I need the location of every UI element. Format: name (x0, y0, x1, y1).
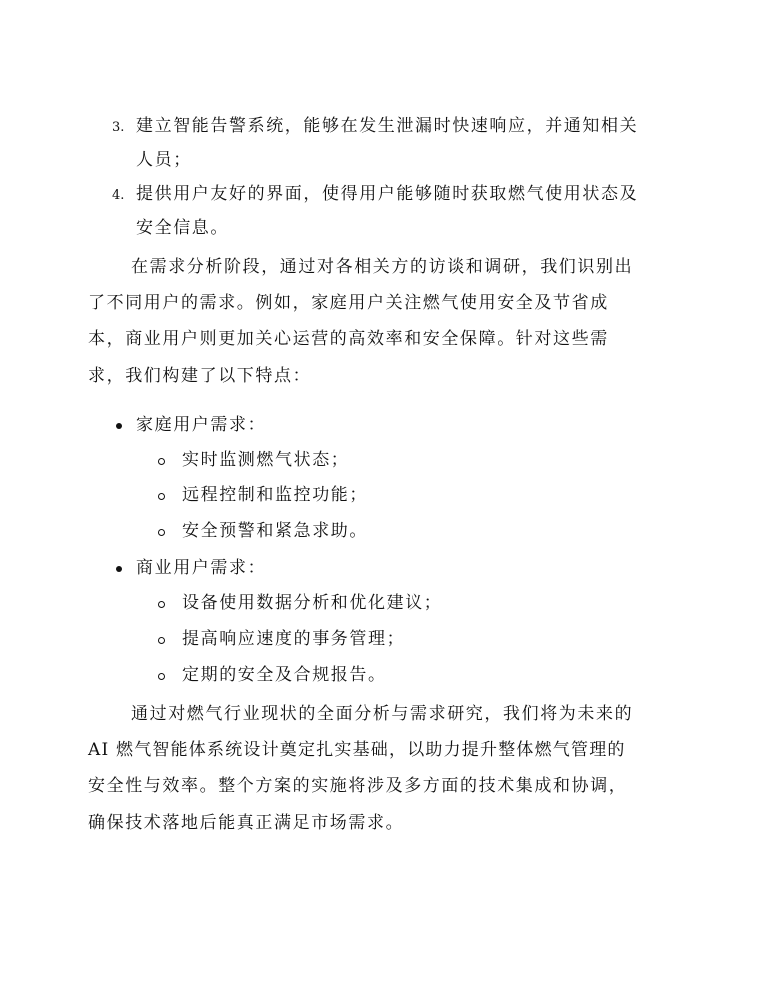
sub-bullet-circle (158, 458, 165, 465)
sub-bullet-item: 安全预警和紧急求助。 (182, 521, 368, 541)
sub-bullet-item: 远程控制和监控功能； (182, 485, 368, 505)
list-item-line: 安全信息。 (136, 218, 229, 238)
paragraph-line: 在需求分析阶段，通过对各相关方的访谈和调研，我们识别出 (131, 257, 634, 277)
sub-bullet-circle (158, 493, 165, 500)
sub-bullet-item: 定期的安全及合规报告。 (182, 665, 387, 685)
paragraph-line: AI 燃气智能体系统设计奠定扎实基础，以助力提升整体燃气管理的 (88, 740, 626, 760)
paragraph-line: 确保技术落地后能真正满足市场需求。 (88, 813, 405, 833)
list-item-line: 提供用户友好的界面，使得用户能够随时获取燃气使用状态及 (136, 184, 639, 204)
list-item-line: 人员； (136, 150, 192, 170)
sub-bullet-circle (158, 673, 165, 680)
sub-bullet-circle (158, 529, 165, 536)
paragraph-line: 通过对燃气行业现状的全面分析与需求研究，我们将为未来的 (131, 704, 634, 724)
bullet-label: 家庭用户需求： (136, 415, 267, 435)
bullet-dot (116, 566, 122, 572)
paragraph-line: 安全性与效率。整个方案的实施将涉及多方面的技术集成和协调， (88, 776, 628, 796)
sub-bullet-circle (158, 601, 165, 608)
bullet-dot (116, 423, 122, 429)
sub-bullet-item: 设备使用数据分析和优化建议； (182, 593, 443, 613)
paragraph-line: 求，我们构建了以下特点： (88, 366, 312, 386)
sub-bullet-circle (158, 637, 165, 644)
bullet-label: 商业用户需求： (136, 558, 267, 578)
list-number: 3. (112, 120, 125, 135)
list-number: 4. (112, 188, 125, 203)
sub-bullet-item: 提高响应速度的事务管理； (182, 629, 406, 649)
paragraph-line: 了不同用户的需求。例如，家庭用户关注燃气使用安全及节省成 (88, 293, 609, 313)
paragraph-line: 本，商业用户则更加关心运营的高效率和安全保障。针对这些需 (88, 329, 609, 349)
list-item-line: 建立智能告警系统，能够在发生泄漏时快速响应，并通知相关 (136, 116, 639, 136)
sub-bullet-item: 实时监测燃气状态； (182, 450, 350, 470)
